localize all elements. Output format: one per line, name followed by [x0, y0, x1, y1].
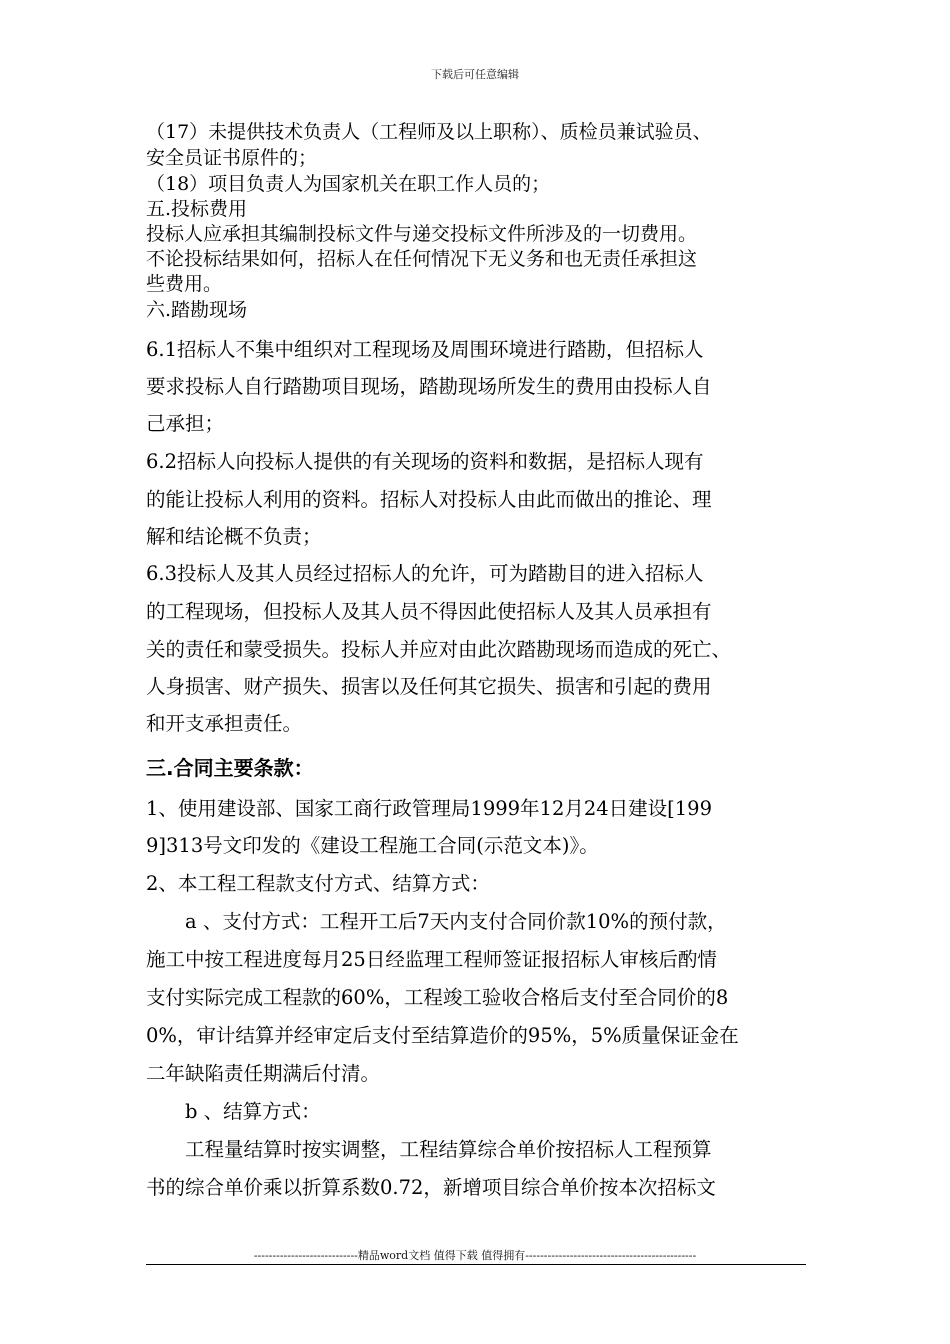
page-footer: ----------------------------精品word文档 值得下载 值得拥有---------------------------------------------- [253, 1249, 697, 1262]
page-header: 下载后可任意编辑 [431, 68, 519, 81]
text-line: 些费用。 [146, 273, 223, 295]
text-line: 9]313号文印发的《建设工程施工合同(示范文本)》。 [146, 834, 599, 857]
text-line: 支付实际完成工程款的60%，工程竣工验收合格后支付至合同价的8 [146, 986, 729, 1009]
text-line: b 、结算方式： [146, 1100, 321, 1123]
text-line: 和开支承担责任。 [146, 712, 303, 735]
text-line: 书的综合单价乘以折算系数0.72，新增项目综合单价按本次招标文 [146, 1176, 716, 1199]
text-line: 关的责任和蒙受损失。投标人并应对由此次踏勘现场而造成的死亡、 [146, 638, 732, 661]
text-line: 人身损害、财产损失、损害以及任何其它损失、损害和引起的费用 [146, 675, 712, 698]
text-line: 的工程现场，但投标人及其人员不得因此使招标人及其人员承担有 [146, 600, 712, 623]
text-line: 投标人应承担其编制投标文件与递交投标文件所涉及的一切费用。 [146, 223, 698, 245]
section-heading: 五.投标费用 [146, 198, 248, 220]
text-line: 的能让投标人利用的资料。招标人对投标人由此而做出的推论、理 [146, 488, 712, 511]
section-heading: 三.合同主要条款： [146, 756, 314, 780]
footer-divider [146, 1264, 806, 1265]
text-line: a 、支付方式：工程开工后7天内支付合同价款10%的预付款， [146, 910, 727, 933]
text-line: 二年缺陷责任期满后付清。 [146, 1062, 381, 1085]
text-line: 2、本工程工程款支付方式、结算方式： [146, 872, 490, 895]
text-line: 工程量结算时按实调整，工程结算综合单价按招标人工程预算 [146, 1138, 712, 1161]
text-line: 6.3投标人及其人员经过招标人的允许，可为踏勘目的进入招标人 [146, 562, 704, 585]
text-line: 不论投标结果如何，招标人在任何情况下无义务和也无责任承担这 [146, 248, 698, 270]
text-line: 1、使用建设部、国家工商行政管理局1999年12月24日建设[199 [146, 797, 712, 820]
section-heading: 六.踏勘现场 [146, 299, 248, 321]
text-line: 施工中按工程进度每月25日经监理工程师签证报招标人审核后酌情 [146, 948, 717, 971]
text-line: （17）未提供技术负责人（工程师及以上职称）、质检员兼试验员、 [146, 121, 712, 143]
text-line: （18）项目负责人为国家机关在职工作人员的； [146, 173, 551, 195]
text-line: 要求投标人自行踏勘项目现场，踏勘现场所发生的费用由投标人自 [146, 375, 712, 398]
text-line: 0%，审计结算并经审定后支付至结算造价的95%，5%质量保证金在 [146, 1024, 739, 1047]
text-line: 解和结论概不负责； [146, 525, 322, 548]
text-line: 6.2招标人向投标人提供的有关现场的资料和数据，是招标人现有 [146, 450, 704, 473]
text-line: 安全员证书原件的； [146, 147, 318, 169]
text-line: 己承担； [146, 412, 225, 435]
text-line: 6.1招标人不集中组织对工程现场及周围环境进行踏勘，但招标人 [146, 338, 704, 361]
